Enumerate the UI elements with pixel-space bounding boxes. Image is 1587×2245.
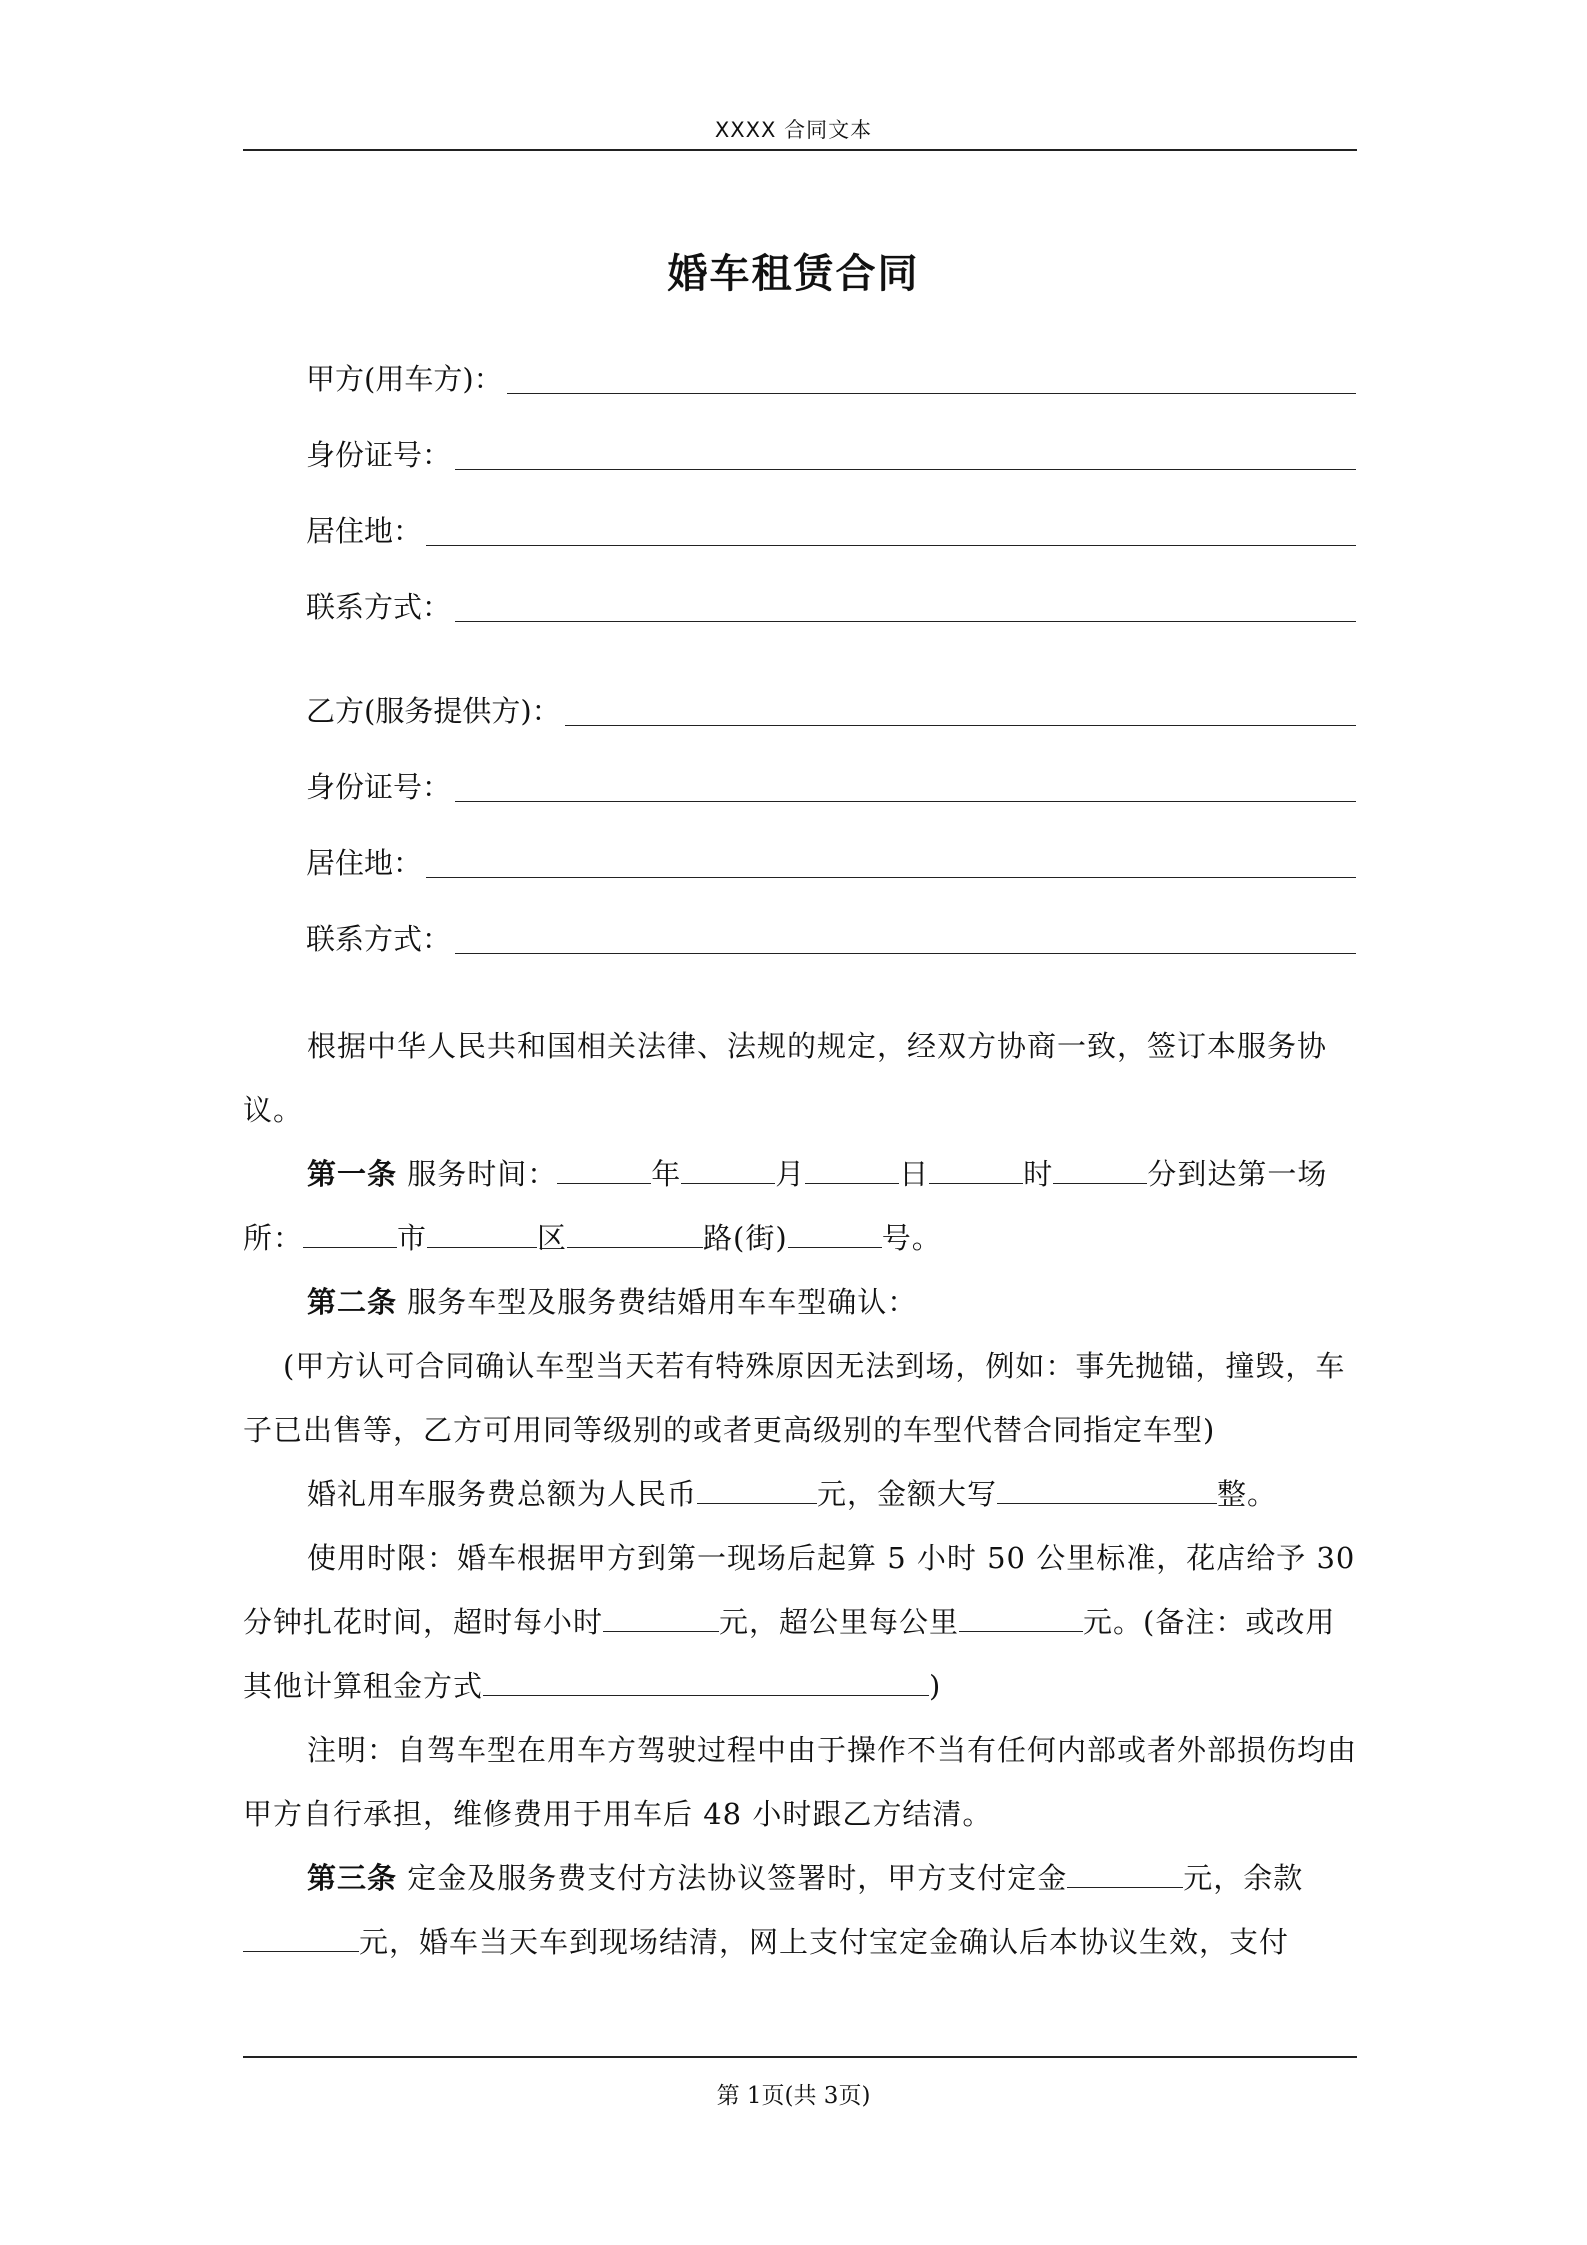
party-b-address-field[interactable] (306, 842, 1356, 882)
city-blank[interactable] (303, 1225, 397, 1248)
intro-paragraph: 根据中华人民共和国相关法律、法规的规定，经双方协商一致，签订本服务协议。 (243, 1029, 1328, 1127)
party-a-address-field[interactable] (306, 510, 1356, 550)
road-blank[interactable] (567, 1225, 703, 1248)
number-label: 号。 (881, 1221, 942, 1255)
arrival-text: 分到达第一场所： (243, 1157, 1328, 1255)
party-a-address-line (426, 545, 1356, 546)
party-b-name-field[interactable] (306, 690, 1356, 730)
party-b-contact-line (455, 953, 1356, 954)
page-header: XXXX 合同文本 (714, 118, 873, 142)
party-a-contact-line (455, 621, 1356, 622)
hour-blank[interactable] (929, 1161, 1023, 1184)
article-1 (243, 1142, 1357, 1270)
service-fee-paragraph (243, 1462, 1357, 1526)
other-method-blank[interactable] (483, 1673, 929, 1696)
article-2-heading: 第二条 (307, 1285, 398, 1319)
overtime-fee-blank[interactable] (603, 1609, 719, 1632)
party-b-contact-label: 联系方式： (306, 922, 452, 956)
article-3-text-a: 定金及服务费支付方法协议签署时，甲方支付定金 (407, 1861, 1068, 1895)
document-title: 婚车租赁合同 (667, 250, 920, 297)
party-b-contact-field[interactable] (306, 918, 1356, 958)
party-b-name-line (565, 725, 1356, 726)
district-blank[interactable] (427, 1225, 537, 1248)
limit-text-b: 元，超公里每公里 (719, 1605, 960, 1639)
city-label: 市 (397, 1221, 428, 1255)
fee-text-b: 元，金额大写 (817, 1477, 998, 1511)
remark-paragraph: 注明：自驾车型在用车方驾驶过程中由于操作不当有任何内部或者外部损伤均由甲方自行承担，维修费用于用车后 48 小时跟乙方结清。 (243, 1733, 1358, 1831)
article-3 (243, 1846, 1357, 1974)
limit-text-c: 元。(备注：或改用其他计算租金方式 (243, 1605, 1336, 1703)
article-2 (243, 1270, 1357, 1334)
fee-text-a: 婚礼用车服务费总额为人民币 (307, 1477, 698, 1511)
fee-amount-blank[interactable] (697, 1481, 817, 1504)
article-1-service-time-label: 服务时间： (407, 1157, 558, 1191)
party-b-id-line (455, 801, 1356, 802)
month-label: 月 (775, 1157, 806, 1191)
hour-label: 时 (1023, 1157, 1054, 1191)
article-2-text: 服务车型及服务费结婚用车车型确认： (407, 1285, 918, 1319)
party-a-name-label: 甲方(用车方)： (306, 362, 503, 396)
day-label: 日 (899, 1157, 930, 1191)
article-3-text-b: 元，余款 (1183, 1861, 1304, 1895)
year-label: 年 (651, 1157, 682, 1191)
article-1-heading: 第一条 (307, 1157, 398, 1191)
party-a-name-field[interactable] (306, 358, 1356, 398)
party-a-contact-label: 联系方式： (306, 590, 452, 624)
party-b-id-field[interactable] (306, 766, 1356, 806)
year-blank[interactable] (557, 1161, 651, 1184)
limit-text-d: ) (929, 1669, 942, 1703)
party-b-address-line (426, 877, 1356, 878)
number-blank[interactable] (788, 1225, 882, 1248)
road-label: 路(街) (703, 1221, 788, 1255)
party-a-contact-field[interactable] (306, 586, 1356, 626)
balance-blank[interactable] (243, 1929, 359, 1952)
article-3-text-c: 元，婚车当天车到现场结清，网上支付宝定金确认后本协议生效，支付 (359, 1925, 1290, 1959)
district-label: 区 (537, 1221, 568, 1255)
over-km-fee-blank[interactable] (959, 1609, 1083, 1632)
party-a-address-label: 居住地： (306, 514, 423, 548)
party-a-id-label: 身份证号： (306, 438, 452, 472)
usage-limit-paragraph (243, 1526, 1357, 1718)
deposit-blank[interactable] (1067, 1865, 1183, 1888)
page-number: 第 1页(共 3页) (716, 2083, 871, 2109)
fee-text-c: 整。 (1217, 1477, 1278, 1511)
party-b-name-label: 乙方(服务提供方)： (306, 694, 561, 728)
minute-blank[interactable] (1053, 1161, 1147, 1184)
party-a-name-line (507, 393, 1356, 394)
contract-body (243, 1014, 1357, 1974)
limit-text-a: 使用时限：婚车根据甲方到第一现场后起算 5 小时 50 公里标准，花店给予 30 分钟扎花时间，超时每小时 (243, 1541, 1356, 1639)
fee-uppercase-blank[interactable] (997, 1481, 1217, 1504)
article-2-note: (甲方认可合同确认车型当天若有特殊原因无法到场，例如：事先抛锚，撞毁，车子已出售等，乙方可用同等级别的或者更高级别的车型代替合同指定车型) (243, 1349, 1346, 1447)
party-b-address-label: 居住地： (306, 846, 423, 880)
party-a-id-field[interactable] (306, 434, 1356, 474)
header-divider (243, 149, 1357, 151)
footer-divider (243, 2056, 1357, 2058)
day-blank[interactable] (805, 1161, 899, 1184)
article-3-heading: 第三条 (307, 1861, 398, 1895)
party-a-id-line (455, 469, 1356, 470)
party-b-id-label: 身份证号： (306, 770, 452, 804)
month-blank[interactable] (681, 1161, 775, 1184)
